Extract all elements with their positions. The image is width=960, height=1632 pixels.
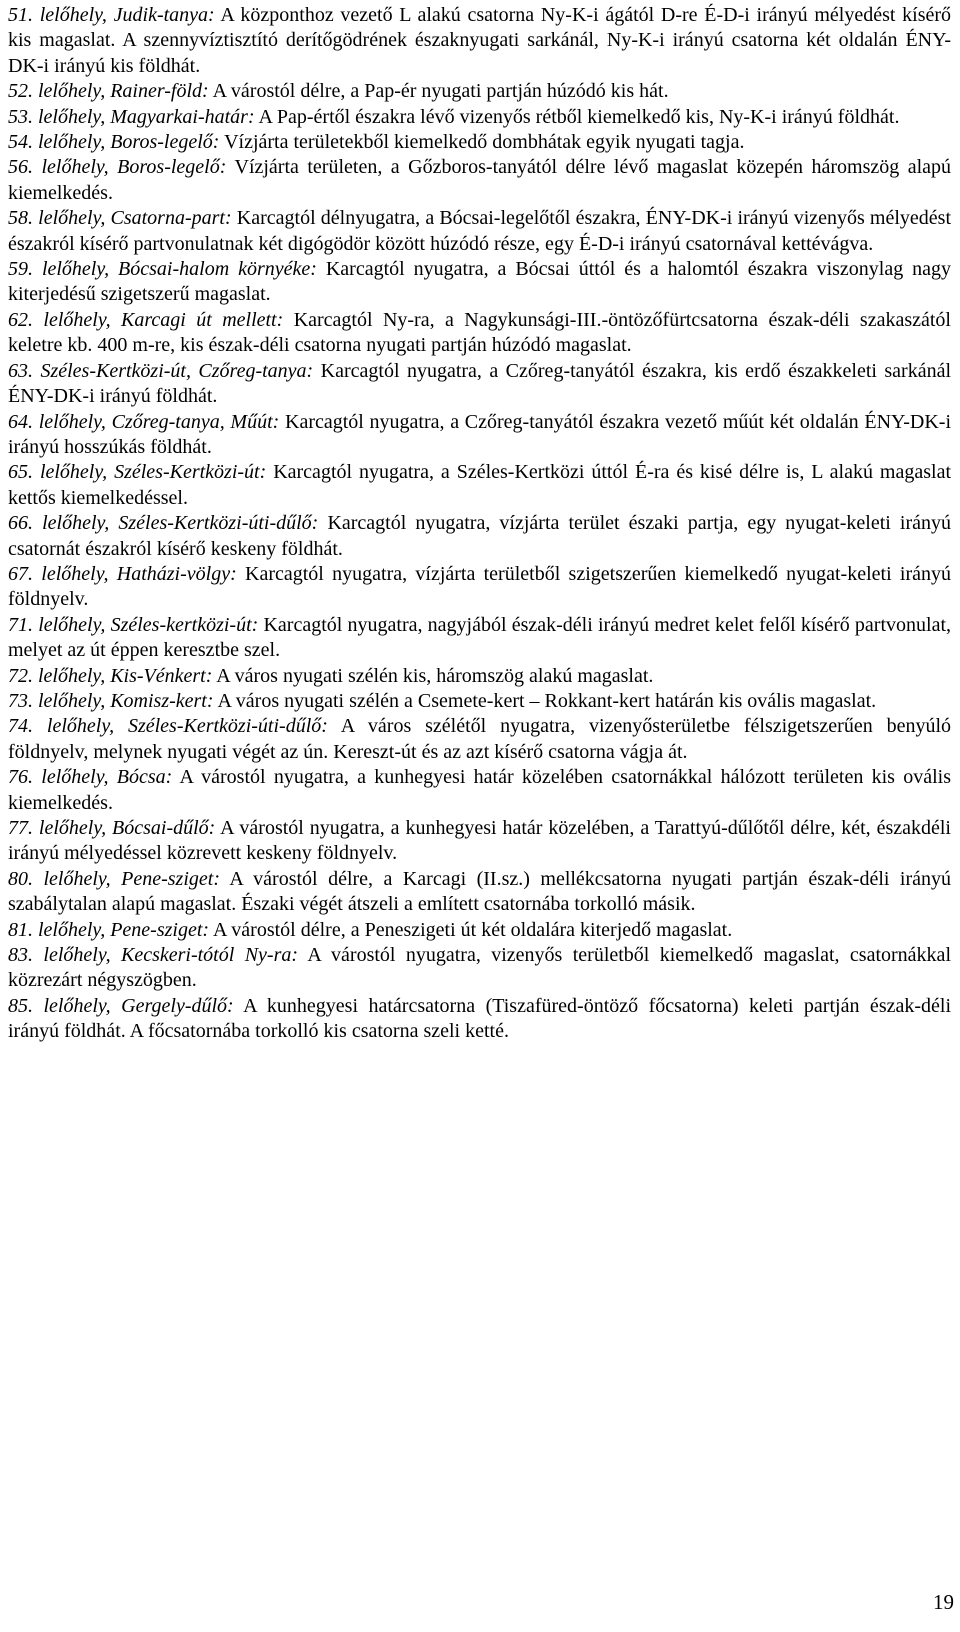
- site-entry: [8, 816, 951, 867]
- site-description: Karcagtól Ny-ra, a Nagykunsági-III.-öntözőfürtcsatorna észak-déli szakaszától keletre kb. 400 m-re, kis észak-déli csatorna nyugati partján húzódó magaslat.: [8, 308, 951, 357]
- site-number: 64.: [8, 410, 33, 433]
- site-description: Karcagtól nyugatra, a Czőreg-tanyától északra vezető műút két oldalán ÉNY-DK-i irányú hosszúkás földhát.: [8, 410, 952, 458]
- site-name: lelőhely, Széles-Kertközi-úti-dűlő:: [46, 715, 328, 738]
- site-name: lelőhely, Hatházi-völgy:: [41, 562, 237, 585]
- site-name: lelőhely, Gergely-dűlő:: [43, 994, 234, 1017]
- site-name: lelőhely, Pene-sziget:: [43, 867, 220, 890]
- site-name: lelőhely, Karcagi út mellett:: [43, 308, 284, 331]
- site-name: lelőhely, Bócsa:: [41, 766, 173, 789]
- site-number: 85.: [8, 994, 33, 1017]
- site-description: Karcagtól délnyugatra, a Bócsai-legelőtől északra, ÉNY-DK-i irányú vizenyős mélyedést északról kísérő partvonulatnak két digógödör között húzódó része, egy É-D-i irányú csatornával kettévágva.: [8, 207, 952, 255]
- site-number: 83.: [8, 944, 33, 967]
- site-number: 66.: [8, 512, 33, 535]
- entry-list: [8, 3, 951, 1045]
- site-name: lelőhely, Czőreg-tanya, Műút:: [38, 410, 280, 433]
- site-description: Karcagtól nyugatra, a Bócsai úttól és a halomtól északra viszonylag nagy kiterjedésű szigetszerű magaslat.: [8, 258, 952, 306]
- site-name: lelőhely, Boros-legelő:: [38, 131, 220, 154]
- site-description: Karcagtól nyugatra, vízjárta terület északi partja, egy nyugat-keleti irányú csatornát északról kísérő keskeny földhát.: [8, 512, 951, 560]
- site-entry: [8, 3, 951, 79]
- site-name: lelőhely, Bócsai-halom környéke:: [41, 258, 317, 281]
- site-entry: [8, 664, 951, 689]
- site-description: A várostól nyugatra, vizenyős területből kiemelkedő magaslat, csatornákkal közrezárt négyszögben.: [8, 944, 951, 992]
- site-entry: [8, 359, 951, 410]
- site-entry: [8, 206, 951, 257]
- site-description: A várostól délre, a Pap-ér nyugati partján húzódó kis hát.: [212, 80, 669, 103]
- site-number: 77.: [8, 817, 33, 839]
- site-name: Széles-Kertközi-út, Czőreg-tanya:: [40, 359, 314, 382]
- site-name: lelőhely, Komisz-kert:: [38, 689, 214, 712]
- site-description: Karcagtól nyugatra, nagyjából észak-déli irányú medret kelet felől kísérő partvonulat, melyet az út éppen keresztbe szel.: [8, 613, 951, 662]
- site-description: Karcagtól nyugatra, a Czőreg-tanyától északra, kis erdő északkeleti sarkánál ÉNY-DK-i irányú földhát.: [8, 359, 952, 408]
- site-name: lelőhely, Boros-legelő:: [41, 156, 227, 179]
- site-name: lelőhely, Kis-Vénkert:: [38, 664, 213, 687]
- site-number: 53.: [8, 105, 33, 128]
- site-number: 73.: [8, 689, 33, 712]
- page-number: 19: [933, 1590, 954, 1614]
- site-name: lelőhely, Pene-sziget:: [38, 918, 210, 941]
- site-entry: [8, 562, 951, 613]
- site-entry: [8, 257, 951, 308]
- site-number: 76.: [8, 766, 33, 789]
- site-entry: [8, 867, 951, 918]
- site-number: 56.: [8, 156, 33, 179]
- site-entry: [8, 714, 951, 765]
- site-name: lelőhely, Széles-kertközi-út:: [38, 613, 259, 636]
- site-description: Karcagtól nyugatra, vízjárta területből szigetszerűen kiemelkedő nyugat-keleti irányú földnyelv.: [8, 562, 952, 611]
- site-number: 63.: [8, 359, 33, 382]
- site-entry: [8, 765, 951, 816]
- site-description: A kunhegyesi határcsatorna (Tiszafüred-öntöző főcsatorna) keleti partján észak-déli irányú földhát. A főcsatornába torkolló kis csatorna szeli ketté.: [8, 994, 952, 1043]
- site-description: A Pap-értől északra lévő vizenyős rétből kiemelkedő kis, Ny-K-i irányú földhát.: [258, 105, 900, 128]
- site-entry: [8, 613, 951, 664]
- site-description: A város szélétől nyugatra, vizenyősterületbe félszigetszerűen benyúló földnyelv, melynek nyugati végét az ún. Kereszt-út és az azt kísérő csatorna vágja át.: [8, 715, 952, 763]
- site-entry: [8, 918, 951, 943]
- site-number: 54.: [8, 131, 33, 154]
- site-number: 67.: [8, 562, 33, 585]
- site-description: Karcagtól nyugatra, a Széles-Kertközi úttól É-ra és kisé délre is, L alakú magaslat kettős kiemelkedéssel.: [8, 461, 952, 509]
- site-name: lelőhely, Rainer-föld:: [38, 80, 209, 103]
- site-entry: [8, 994, 951, 1045]
- site-description: A központhoz vezető L alakú csatorna Ny-K-i ágától D-re É-D-i irányú mélyedést kísérő kis magaslat. A szennyvíztisztító derítőgödrének északnyugati sarkánál, Ny-K-i irányú csatorna két oldalán ÉNY-DK-i irányú kis földhát.: [8, 4, 952, 77]
- site-name: lelőhely, Széles-Kertközi-út:: [39, 461, 267, 484]
- site-entry: [8, 460, 951, 511]
- site-number: 52.: [8, 80, 33, 103]
- site-description: A várostól délre, a Karcagi (II.sz.) mellékcsatorna nyugati partján észak-déli irányú szabálytalan alapú magaslat. Északi végét átszeli a említett csatornába torkolló másik.: [8, 867, 951, 916]
- site-entry: [8, 105, 951, 130]
- site-number: 65.: [8, 461, 33, 484]
- site-entry: [8, 410, 951, 461]
- site-number: 80.: [8, 867, 33, 890]
- site-name: lelőhely, Kecskeri-tótól Ny-ra:: [43, 944, 299, 967]
- site-number: 81.: [8, 918, 33, 941]
- site-entry: [8, 130, 951, 155]
- site-entry: [8, 943, 951, 994]
- site-number: 62.: [8, 308, 33, 331]
- site-description: A város nyugati szélén a Csemete-kert – Rokkant-kert határán kis ovális magaslat.: [217, 689, 877, 712]
- site-description: Vízjárta területekből kiemelkedő dombhátak egyik nyugati tagja.: [224, 131, 745, 154]
- site-description: A várostól nyugatra, a kunhegyesi határ közelében, a Tarattyú-dűlőtől délre, két, északdéli irányú mélyedéssel közrevett keskeny földnyelv.: [8, 817, 951, 865]
- site-description: A város nyugati szélén kis, háromszög alakú magaslat.: [216, 664, 654, 687]
- site-number: 71.: [8, 613, 33, 636]
- site-name: lelőhely, Széles-Kertközi-úti-dűlő:: [42, 512, 319, 535]
- site-description: A várostól délre, a Peneszigeti út két oldalára kiterjedő magaslat.: [212, 918, 733, 941]
- site-name: lelőhely, Judik-tanya:: [39, 4, 215, 26]
- site-entry: [8, 79, 951, 104]
- site-number: 72.: [8, 664, 33, 687]
- site-description: A várostól nyugatra, a kunhegyesi határ közelében csatornákkal hálózott területen kis ovális kiemelkedés.: [8, 766, 952, 814]
- site-description: Vízjárta területen, a Gőzboros-tanyától délre lévő magaslat közepén háromszög alapú kiemelkedés.: [8, 156, 952, 204]
- site-name: lelőhely, Magyarkai-határ:: [38, 105, 255, 128]
- site-entry: [8, 155, 951, 206]
- site-number: 58.: [8, 207, 33, 230]
- site-entry: [8, 511, 951, 562]
- site-name: lelőhely, Csatorna-part:: [38, 207, 232, 230]
- site-entry: [8, 689, 951, 714]
- site-number: 74.: [8, 715, 33, 738]
- site-entry: [8, 308, 951, 359]
- site-number: 59.: [8, 258, 33, 281]
- site-name: lelőhely, Bócsai-dűlő:: [38, 817, 216, 839]
- site-number: 51.: [8, 4, 33, 26]
